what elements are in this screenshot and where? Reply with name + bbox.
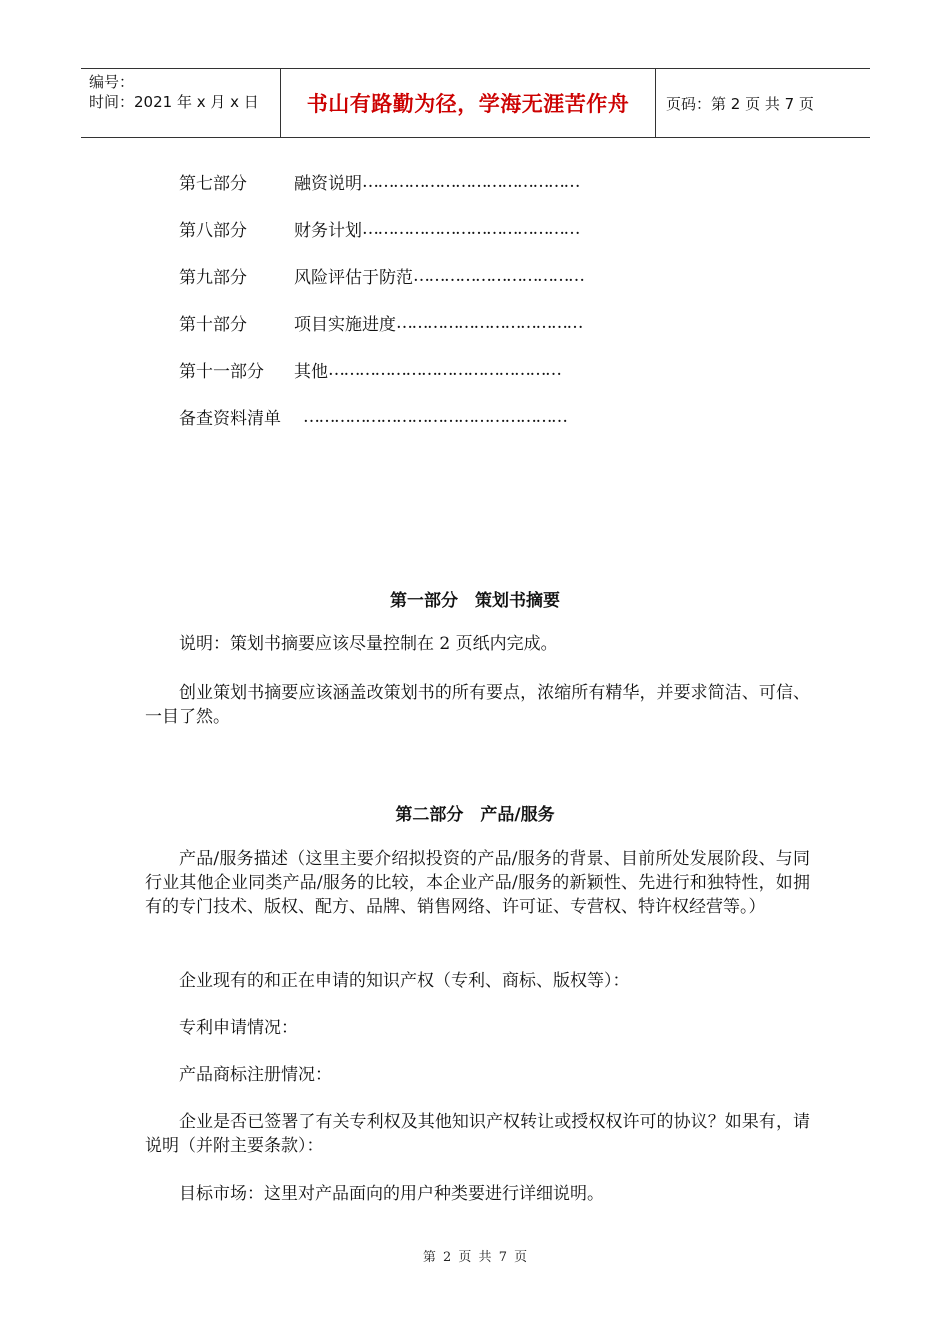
toc-item	[179, 346, 584, 393]
header-page-label: 页码：第 2 页 共 7 页	[666, 94, 814, 113]
paragraph: 专利申请情况：	[179, 1018, 298, 1038]
toc-leader-dots: ……………………………	[413, 265, 584, 286]
toc-item	[179, 205, 584, 252]
toc-part: 第十一部分	[179, 362, 264, 382]
toc-leader-dots: ……………………………………	[362, 171, 579, 192]
paragraph: 企业是否已签署了有关专利权及其他知识产权转让或授权权许可的协议？如果有，请说明（并附主要条款）：	[145, 1112, 810, 1156]
toc-leader-dots: ………………………………	[396, 312, 582, 333]
toc-part: 第八部分	[179, 221, 247, 241]
paragraph: 目标市场：这里对产品面向的用户种类要进行详细说明。	[179, 1184, 604, 1204]
paragraph: 说明：策划书摘要应该尽量控制在 2 页纸内完成。	[179, 634, 558, 654]
page-header	[81, 68, 870, 138]
header-info-cell	[81, 69, 281, 137]
paragraph: 创业策划书摘要应该涵盖改策划书的所有要点，浓缩所有精华，并要求简洁、可信、一目了然。	[145, 683, 810, 727]
toc-title: 财务计划	[294, 221, 362, 241]
paragraph: 产品商标注册情况：	[179, 1065, 332, 1085]
section-heading-summary: 第一部分 策划书摘要	[390, 591, 560, 611]
header-motto: 书山有路勤为径，学海无涯苦作舟	[281, 69, 656, 137]
toc-part: 备查资料清单	[179, 409, 281, 429]
toc-title: 风险评估于防范	[294, 268, 413, 288]
toc-title: 融资说明	[294, 174, 362, 194]
section-heading-product: 第二部分 产品/服务	[395, 805, 555, 825]
toc-part: 第七部分	[179, 174, 247, 194]
toc-title: 其他	[294, 362, 328, 382]
table-of-contents	[179, 158, 584, 440]
toc-part: 第十部分	[179, 315, 247, 335]
toc-title: 项目实施进度	[294, 315, 396, 335]
toc-item	[179, 393, 584, 440]
paragraph: 企业现有的和正在申请的知识产权（专利、商标、版权等）：	[179, 971, 630, 991]
page-footer: 第 2 页 共 7 页	[422, 1250, 528, 1265]
toc-leader-dots: ………………………………………	[328, 359, 561, 380]
paragraph: 产品/服务描述（这里主要介绍拟投资的产品/服务的背景、目前所处发展阶段、与同行业其他企业同类产品/服务的比较，本企业产品/服务的新颖性、先进行和独特性，如拥有的专门技术、版权、配方、品牌、销售网络、许可证、专营权、特许权经营等。）	[145, 849, 810, 917]
toc-leader-dots: ……………………………………	[362, 218, 579, 239]
document-number-label: 编号：	[89, 73, 135, 91]
toc-leader-dots: ……………………………………………	[303, 406, 567, 427]
toc-item	[179, 158, 584, 205]
document-time-label: 时间：2021 年 x 月 x 日	[89, 93, 259, 111]
toc-item	[179, 252, 584, 299]
toc-item	[179, 299, 584, 346]
toc-part: 第九部分	[179, 268, 247, 288]
